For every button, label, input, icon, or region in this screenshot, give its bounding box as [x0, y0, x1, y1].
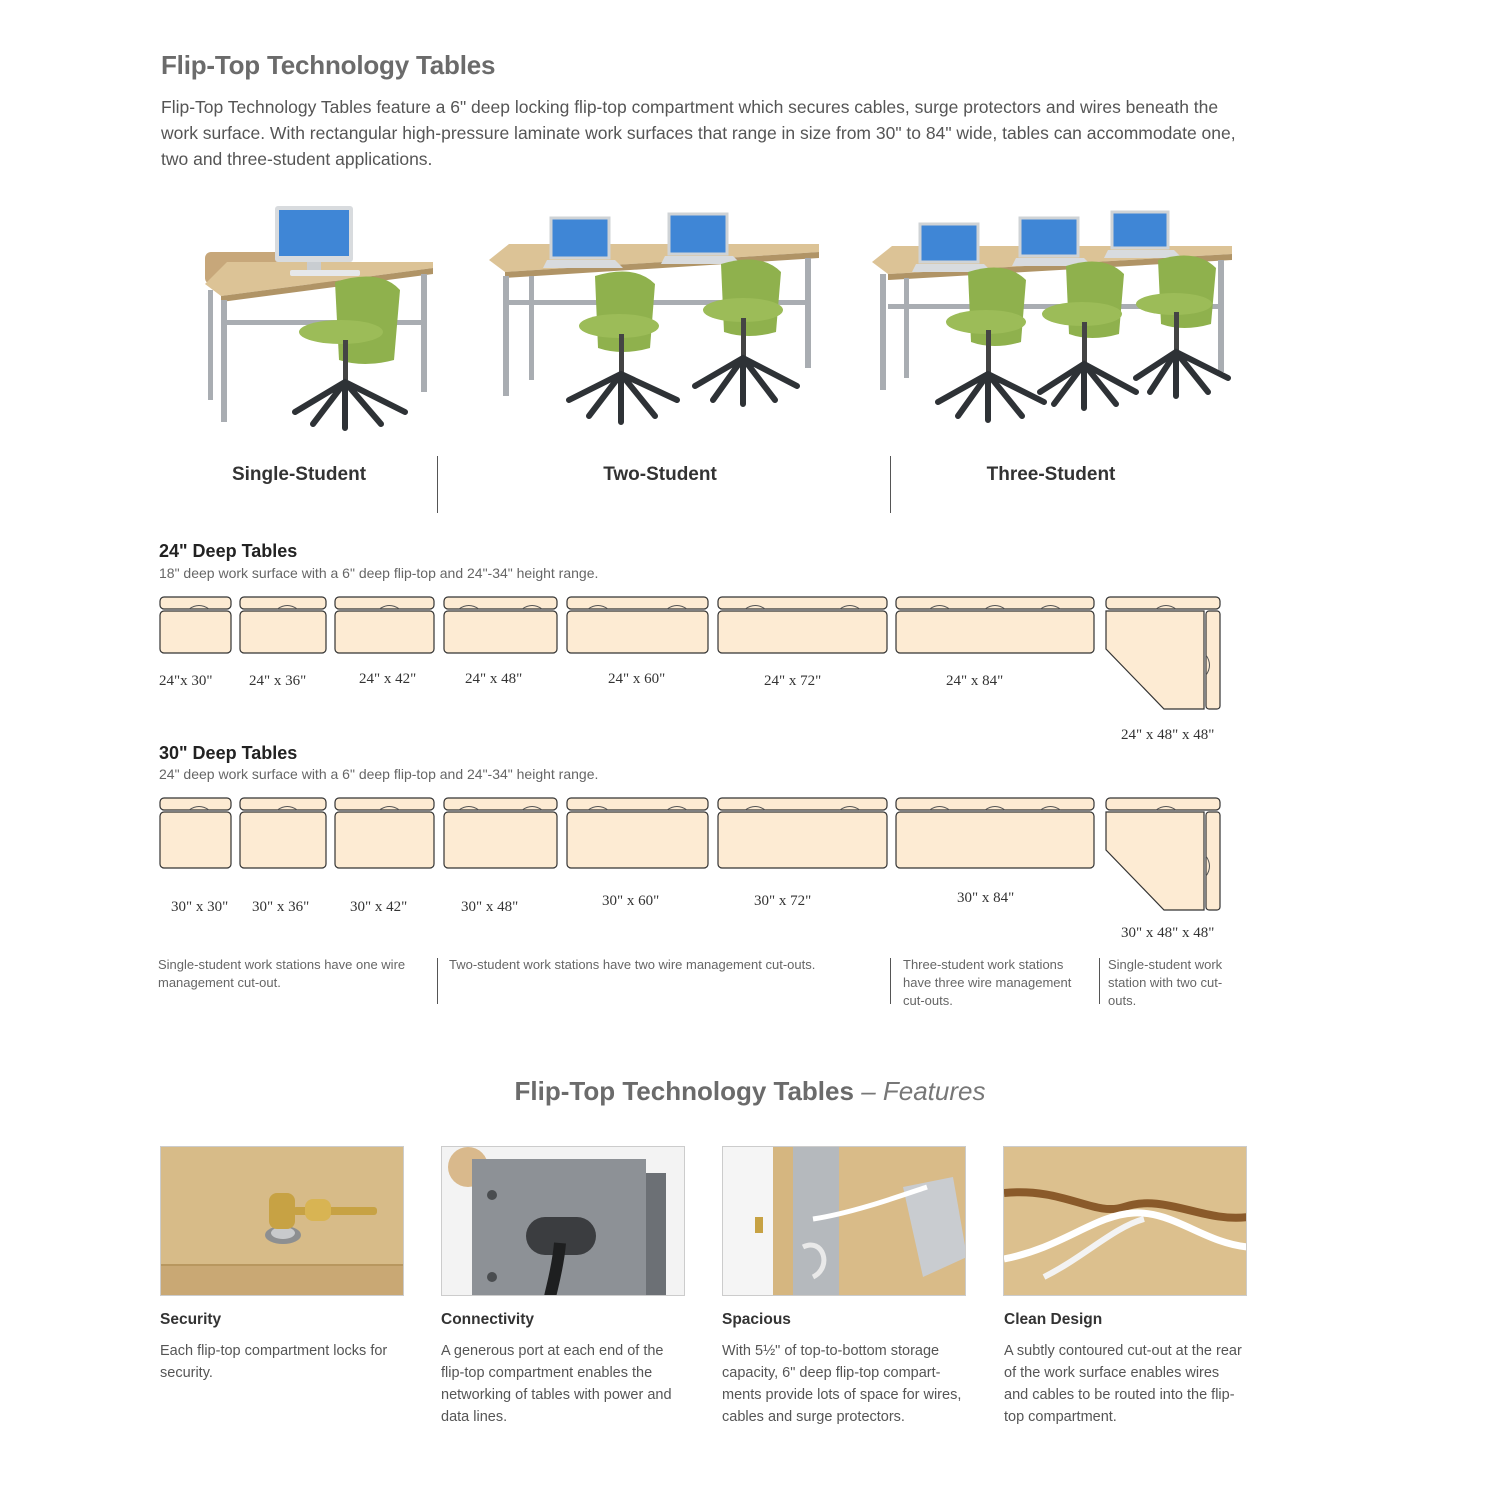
feature-text-spacious: With 5½" of top-to-bottom storage capacity, 6" deep flip-top compart-ments provide lots of space for wires, cables and surge protectors. — [722, 1343, 962, 1425]
table-diagram — [240, 798, 326, 868]
size-label: 30" x 60" — [602, 893, 660, 909]
page-title: Flip-Top Technology Tables — [161, 50, 496, 80]
table-diagram — [896, 597, 1094, 653]
table-diagram — [567, 597, 708, 653]
size-label: 30" x 42" — [350, 899, 408, 915]
table-diagram — [444, 798, 557, 868]
caption-three-student: Three-Student — [986, 464, 1116, 485]
feature-text-connectivity: A generous port at each end of the flip-top compartment enables the networking of tables with power and data lines. — [441, 1343, 672, 1425]
note-two-student: Two-student work stations have two wire management cut-outs. — [449, 957, 816, 972]
deep30-subtitle: 24" deep work surface with a 6" deep flip-top and 24"-34" height range. — [159, 766, 599, 782]
caption-two-student: Two-Student — [603, 464, 717, 485]
features-title-main: Flip-Top Technology Tables — [514, 1076, 854, 1106]
deep24-heading: 24" Deep Tables — [159, 541, 298, 561]
note-corner-station: Single-student work station with two cut-outs. — [1108, 957, 1223, 1008]
table-diagram — [240, 597, 326, 653]
table-diagram — [896, 798, 1094, 868]
table-diagram — [444, 597, 557, 653]
table-diagram — [718, 798, 887, 868]
spacious-compartment-image — [722, 1146, 966, 1296]
size-label: 24" x 36" — [249, 673, 307, 689]
security-lock-image — [160, 1146, 404, 1296]
connectivity-port-image — [441, 1146, 685, 1296]
features-title — [0, 1076, 1500, 1107]
intro-paragraph: Flip-Top Technology Tables feature a 6" deep locking flip-top compartment which secures cables, surge protectors and wires beneath the work surface. With rectangular high-pressure laminate work surfaces that range in size from 30" to 84" wide, tables can accommodate one, two and three-student applications. — [161, 97, 1236, 169]
table-diagram — [567, 798, 708, 868]
note-three-student: Three-student work stations have three wire management cut-outs. — [903, 957, 1072, 1008]
table-diagram — [718, 597, 887, 653]
clean-design-cutout-image — [1003, 1146, 1247, 1296]
deep30-heading: 30" Deep Tables — [159, 743, 298, 763]
size-label: 24" x 42" — [359, 671, 417, 687]
size-label: 24"x 30" — [159, 673, 213, 689]
size-label: 30" x 48" x 48" — [1121, 925, 1215, 941]
note-divider — [1099, 958, 1100, 1004]
feature-heading-connectivity: Connectivity — [441, 1311, 535, 1328]
size-label: 24" x 60" — [608, 671, 666, 687]
size-label: 24" x 48" — [465, 671, 523, 687]
size-label: 30" x 36" — [252, 899, 310, 915]
note-single-student: Single-student work stations have one wire management cut-out. — [158, 957, 406, 990]
size-label: 30" x 84" — [957, 890, 1015, 906]
corner-table-diagram — [1106, 798, 1220, 910]
corner-table-diagram — [1106, 597, 1220, 709]
deep24-subtitle: 18" deep work surface with a 6" deep flip-top and 24"-34" height range. — [159, 565, 599, 581]
note-divider — [890, 958, 891, 1004]
feature-heading-spacious: Spacious — [722, 1311, 791, 1328]
feature-text-security: Each flip-top compartment locks for security. — [160, 1343, 388, 1381]
feature-text-clean-design: A subtly contoured cut-out at the rear of the work surface enables wires and cables to be routed into the flip-top compartment. — [1004, 1343, 1242, 1425]
table-diagram — [160, 597, 231, 653]
table-diagram — [335, 597, 434, 653]
note-divider — [437, 958, 438, 1004]
table-diagram — [160, 798, 231, 868]
size-label: 24" x 72" — [764, 673, 822, 689]
size-label: 30" x 48" — [461, 899, 519, 915]
caption-single-student: Single-Student — [231, 464, 367, 485]
features-title-sub: – Features — [861, 1076, 986, 1106]
table-diagram — [335, 798, 434, 868]
size-label: 30" x 72" — [754, 893, 812, 909]
feature-heading-security: Security — [160, 1311, 222, 1328]
size-label: 24" x 84" — [946, 673, 1004, 689]
size-label: 30" x 30" — [171, 899, 229, 915]
feature-heading-clean-design: Clean Design — [1004, 1311, 1103, 1328]
size-label: 24" x 48" x 48" — [1121, 727, 1215, 743]
